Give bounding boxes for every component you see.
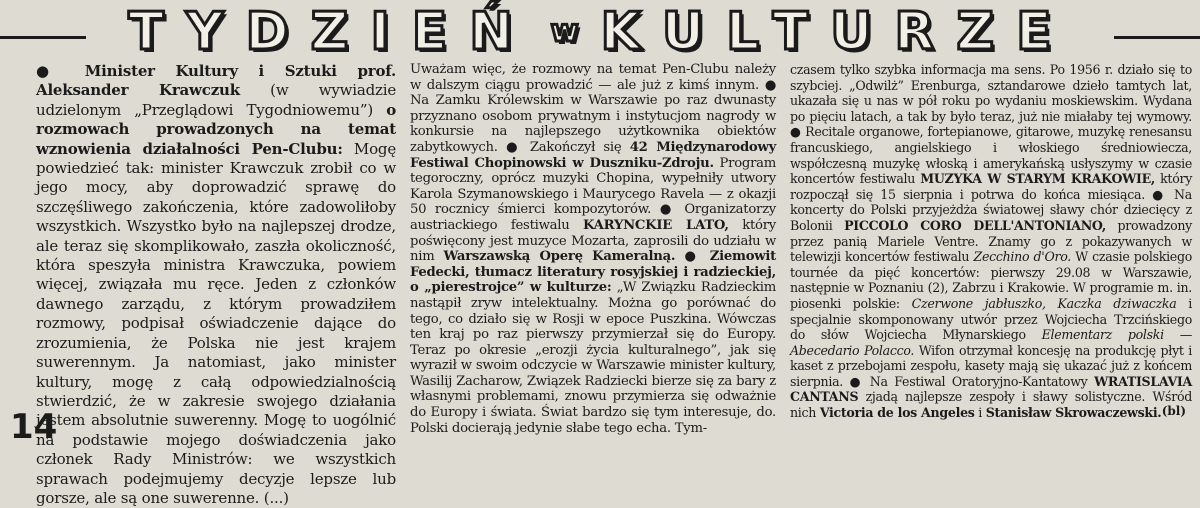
- bullet-icon: ●: [506, 139, 522, 155]
- article-paragraph: [36, 62, 396, 508]
- bullet-icon: ●: [684, 249, 701, 265]
- artist-name: Stanisław Skrowaczewski.: [985, 405, 1162, 421]
- artist-name: Victoria de los Angeles: [819, 405, 975, 421]
- person-name: Ziemowit Fedecki, tłumacz literatury rosyjskiej i radzieckiej, o „pierestrojce” w kulturze:: [410, 249, 776, 296]
- text-run: prowadzony przez panią Mariele Ventre. Znamy go z pokazywanych w telewizji koncertów festiwalu: [790, 217, 1192, 265]
- festival-name: 42 Międzynarodowy Festiwal Chopinowski w Duszniku-Zdroju.: [410, 139, 776, 171]
- bullet-icon: ●: [764, 77, 776, 93]
- masthead: [0, 0, 1200, 64]
- text-run: który rozpoczął się 15 sierpnia i potrwa do końca miesiąca.: [790, 171, 1193, 202]
- text-run: Na koncerty do Polski przyjeżdża światowej sławy chór dziecięcy z Bolonii: [790, 186, 1192, 233]
- masthead-rule-left: [0, 36, 86, 39]
- bullet-icon: ●: [849, 373, 864, 389]
- text-run: i: [974, 405, 986, 421]
- festival-name: MUZYKA W STARYM KRAKOWIE,: [920, 171, 1155, 187]
- lead-name: Minister Kultury i Sztuki prof. Aleksander Krawczuk: [36, 62, 396, 100]
- text-run: Program tegoroczny, oprócz muzyki Chopina, wypełniły utwory Karola Szymanowskiego i Maurycego Ravela — z okazji 50 rocznicy śmierci kompozytorów.: [410, 155, 776, 218]
- masthead-rule-right: [1114, 36, 1200, 39]
- song-titles: Czerwone jabłuszko, Kaczka dziwaczka: [911, 295, 1177, 311]
- article-column-1: [36, 62, 396, 507]
- article-paragraph: [410, 62, 776, 436]
- text-run: Recitale organowe, fortepianowe, gitarowe, muzykę renesansu francuskiego, angielskiego i włoskiego średniowiecza, współczesną muzykę włoską i amerykańską usłyszymy w czasie koncertów festiwalu: [790, 124, 1192, 187]
- lead-topic: o rozmowach prowadzonych na temat wznowienia działalności Pen-Clubu:: [36, 100, 396, 158]
- lead-source: (w wywiadzie udzielonym „Przeglądowi Tygodniowemu”): [36, 81, 396, 119]
- text-run: Na Festiwal Oratoryjno-Kantatowy: [869, 373, 1095, 389]
- title-word-kulturze: KULTURZE: [600, 2, 1074, 62]
- text-run: zjadą najlepsze zespoły i sławy solistyczne. Wśród nich: [790, 389, 1192, 421]
- text-run: W czasie polskiego tournée da pięć koncertów: pierwszy 29.08 w Warszawie, następnie w Poznaniu (2), Zabrzu i Krakowie. W programie m. in. piosenki polskie:: [790, 249, 1192, 311]
- title-word-tydzien: TYDZIEŃ: [128, 2, 535, 62]
- text-run: czasem tylko szybka informacja ma sens. Po 1956 r. działo się to szybciej. „Odwilż” Erenburga, sztandarowe dzieło tamtych lat, ukazała się u nas w pół roku po wydaniu moskiewskim. Wydana po pięciu latach, a tak by było teraz, już nie miałaby tej wymowy.: [790, 62, 1192, 124]
- ensemble-name: Warszawską Operę Kameralną.: [443, 249, 676, 265]
- article-column-3: [790, 62, 1192, 434]
- article-paragraph: [790, 62, 1192, 421]
- text-run: i specjalnie skomponowany utwór przez Wojciecha Trzcińskiego do słów Wojciecha Młynarskiego: [790, 295, 1192, 343]
- song-title: Elementarz polski — Abecedario Polacco.: [790, 327, 1192, 358]
- text-run: który poświęcony jest muzyce Mozarta, zaprosili do udziału w nim: [410, 217, 776, 265]
- title-word-w: w: [550, 14, 585, 49]
- bullet-icon: ●: [659, 202, 676, 218]
- festival-name: WRATISLAVIA CANTANS: [790, 373, 1192, 405]
- bullet-icon: ●: [1152, 186, 1167, 202]
- lead-quote: Mogę powiedzieć tak: minister Krawczuk zrobił co w jego mocy, aby doprowadzić sprawę do szczęśliwego zakończenia, które zadowoliłoby wszystkich. Wszystko było na najlepszej drodze, ale teraz się skomplikowało, zaszła okoliczność, która speszyła ministra Krawczuka, powiem więcej, związała mu ręce. Jeden z członków dawnego zarządu, z którym prowadziłem rozmowy, podpisał oświadczenie dające do zrozumienia, że Polska nie jest krajem suwerennym. Ja natomiast, jako minister kultury, mogę z całą odpowiedzialnością stwierdzić, że w zakresie swojego działania jestem absolutnie suwerenny. Mogę to uogólnić na podstawie mojego doświadczenia jako członek Rady Ministrów: we wszystkich sprawach podejmujemy decyzje lepsze lub gorsze, ale są one suwerenne. (...): [36, 139, 396, 507]
- festival-name: KARYNCKIE LATO,: [583, 217, 729, 233]
- text-run: Organizatorzy austriackiego festiwalu: [410, 202, 776, 233]
- choir-name: PICCOLO CORO DELL'ANTONIANO,: [844, 217, 1106, 233]
- page-number: 14: [10, 407, 58, 447]
- festival-title: Zecchino d'Oro.: [973, 249, 1071, 265]
- bullet-icon: ●: [790, 124, 802, 140]
- text-run: Na Zamku Królewskim w Warszawie po raz dwunasty przyznano osobom prywatnym i instytucjom nagrody w konkursie na najlepszego użytkownika obiektów zabytkowych.: [410, 93, 776, 155]
- text-run: Zakończył się: [529, 139, 630, 155]
- text-run: Wifon otrzymał koncesję na produkcję płyt i kaset z przebojami zespołu, kasety mają się ukazać już z końcem sierpnia.: [790, 342, 1193, 389]
- text-run: Uważam więc, że rozmowy na temat Pen-Clubu należy w dalszym ciągu prowadzić — ale już z kimś innym.: [410, 62, 776, 93]
- section-title: [96, 2, 1106, 62]
- author-signature: (bl): [1161, 404, 1186, 418]
- article-column-2: [410, 62, 776, 434]
- text-run: „W Związku Radzieckim nastąpił zryw intelektualny. Można go porównać do tego, co działo się w Rosji w epoce Puszkina. Wówczas ten kraj po raz pierwszy przymierzał się do Europy. Teraz po okresie „erozji życia kulturalnego”, jak się wyraził w swoim odczycie w Warszawie minister kultury, Wasilij Zacharow, Związek Radziecki bierze się za bary z własnymi problemami, znowu przymierza się odważnie do Europy i świata. Świat bardzo się tym interesuje, do. Polski docierają jedynie słabe tego echa. Tym-: [410, 280, 776, 436]
- bullet-icon: ●: [36, 62, 65, 80]
